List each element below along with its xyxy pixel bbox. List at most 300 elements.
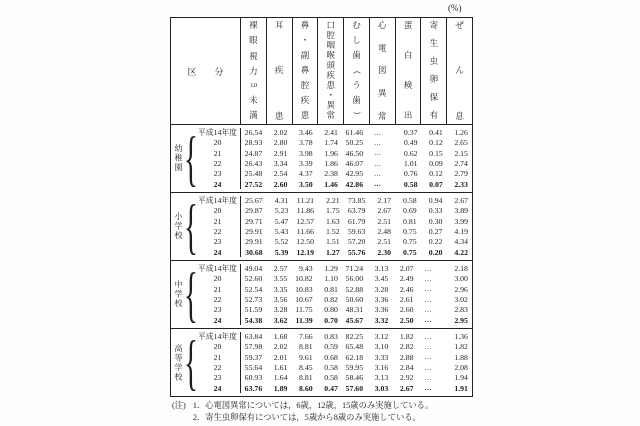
value-cell: 0.81 (324, 284, 338, 294)
school-section (171, 192, 472, 260)
value-cell: 26.54 (244, 128, 263, 138)
value-cell: 0.75 (403, 247, 417, 257)
column-header (241, 18, 267, 124)
value-cell: 11.66 (296, 227, 315, 237)
value-cell: 3.16 (374, 363, 389, 373)
value-cell: 8.45 (299, 363, 313, 373)
value-cell: 2.41 (324, 128, 338, 138)
value-cell: 52.73 (244, 295, 263, 305)
value-cell: 2.88 (399, 352, 414, 362)
value-cell: 3.03 (374, 383, 389, 393)
value-cell: 28.93 (244, 138, 263, 148)
year-cell: 23 (195, 305, 241, 315)
value-cell: … (424, 384, 432, 393)
header-char: 虫 (429, 56, 439, 67)
value-cell: 8.60 (299, 383, 313, 393)
value-cell: 1.64 (273, 373, 288, 383)
section-rows (195, 193, 472, 260)
year-cell: 20 (195, 274, 241, 284)
header-char: 異 (326, 100, 335, 111)
value-cell: … (424, 285, 432, 294)
value-cell: 59.63 (347, 227, 366, 237)
header-char: 保 (429, 92, 439, 103)
value-cell: 0.49 (403, 138, 418, 148)
value-cell: 2.02 (273, 128, 288, 138)
table-row (195, 148, 472, 158)
header-char: 満 (249, 110, 258, 121)
year-cell: 平成14年度 (195, 196, 241, 206)
value-cell: … (424, 264, 432, 273)
header-char: 患 (326, 80, 335, 91)
value-cell: 0.22 (428, 237, 443, 247)
value-cell: 62.18 (345, 352, 364, 362)
header-char: 口 (326, 20, 335, 30)
value-cell: 42.86 (345, 179, 364, 189)
value-cell: 60.93 (244, 373, 263, 383)
table-body (171, 125, 472, 396)
year-cell: 21 (195, 352, 241, 362)
value-cell: 0.12 (429, 169, 443, 179)
table-row (195, 226, 472, 236)
value-cell: 3.13 (374, 373, 389, 383)
section-label: 中学校 (174, 280, 183, 309)
footnotes (172, 400, 433, 423)
value-cell: 3.00 (454, 274, 468, 284)
table-row (195, 332, 472, 342)
value-cell: 1.46 (324, 179, 338, 189)
value-cell: 1.94 (454, 373, 468, 383)
value-cell: 9.61 (299, 352, 313, 362)
value-cell: 26.43 (244, 159, 263, 169)
table-row (195, 274, 472, 284)
header-char: 息 (455, 110, 464, 121)
value-cell: 25.48 (244, 169, 263, 179)
value-cell: 1.82 (399, 332, 414, 342)
header-char: 咽 (326, 40, 335, 51)
value-cell: 61.46 (345, 128, 364, 138)
value-cell: 24.87 (244, 148, 263, 158)
value-cell: 1.86 (324, 159, 338, 169)
value-cell: 2.54 (273, 169, 288, 179)
value-cell: 82.25 (345, 332, 364, 342)
header-columns (241, 18, 472, 124)
value-cell: 50.60 (345, 295, 364, 305)
value-cell: 54.38 (244, 315, 263, 325)
header-char: 患 (300, 110, 310, 121)
section-rows (195, 125, 472, 192)
value-cell: 8.81 (299, 373, 313, 383)
table-row (195, 315, 472, 325)
value-cell: 0.20 (428, 247, 443, 257)
section-label: 高等学校 (174, 343, 183, 382)
value-cell: 2.48 (377, 227, 392, 237)
value-cell: 1.26 (454, 128, 468, 138)
value-cell: 11.39 (295, 315, 313, 325)
value-cell: 0.70 (324, 315, 338, 325)
value-cell: 0.81 (403, 216, 417, 226)
header-char: 腔 (300, 80, 310, 91)
value-cell: 57.60 (345, 383, 364, 393)
header-char: 常 (378, 110, 387, 121)
year-cell: 24 (195, 383, 241, 393)
value-cell: 0.58 (403, 196, 417, 206)
table-row (195, 138, 472, 148)
value-cell: 12.50 (296, 237, 315, 247)
value-cell: 52.60 (244, 274, 263, 284)
value-cell: 5.52 (274, 237, 289, 247)
header-char: 1.0 (250, 81, 257, 89)
unit-label: (%) (448, 3, 462, 13)
table-row (195, 169, 472, 179)
header-char: 疾 (326, 70, 335, 81)
value-cell: 0.75 (403, 227, 417, 237)
value-cell: 55.64 (244, 363, 263, 373)
value-cell: 0.75 (403, 237, 417, 247)
value-cell: 10.83 (295, 284, 313, 294)
year-cell: 24 (195, 179, 241, 189)
header-char: ・ (326, 90, 335, 101)
value-cell: 0.41 (429, 128, 443, 138)
header-char: 疾 (274, 65, 284, 76)
header-char: 卵 (429, 74, 439, 85)
header-char: 寄 (429, 20, 439, 30)
value-cell: 2.01 (273, 352, 288, 362)
value-cell: 4.37 (299, 169, 313, 179)
value-cell: 29.87 (245, 206, 263, 216)
value-cell: 2.92 (399, 373, 414, 383)
value-cell: 1.01 (403, 159, 418, 169)
value-cell: 2.57 (273, 264, 288, 274)
value-cell: 57.20 (347, 237, 366, 247)
header-char: （ (351, 66, 362, 75)
value-cell: 2.61 (399, 295, 414, 305)
header-char: 歯 (352, 95, 361, 106)
year-cell: 平成14年度 (195, 264, 241, 274)
value-cell: 1.68 (273, 332, 288, 342)
value-cell: 1.36 (454, 332, 468, 342)
year-cell: 23 (195, 169, 241, 179)
value-cell: 2.38 (324, 169, 338, 179)
value-cell: … (424, 332, 432, 341)
value-cell: 2.60 (399, 305, 414, 315)
table-row (195, 128, 472, 138)
value-cell: 2.95 (454, 315, 468, 325)
table-row (195, 362, 472, 372)
value-cell: 0.83 (324, 332, 338, 342)
header-char: 耳 (274, 20, 284, 30)
value-cell: 12.19 (296, 247, 315, 257)
value-cell: 71.24 (345, 264, 364, 274)
value-cell: 3.45 (374, 274, 389, 284)
value-cell: 1.89 (273, 383, 288, 393)
value-cell: 1.61 (273, 363, 288, 373)
value-cell: 2.67 (377, 206, 392, 216)
value-cell: 0.59 (324, 342, 338, 352)
table-row (195, 237, 472, 247)
section-rows (195, 261, 472, 328)
value-cell: 2.83 (454, 305, 468, 315)
school-section (171, 328, 472, 396)
value-cell: 65.48 (345, 342, 364, 352)
value-cell: 58.46 (345, 373, 364, 383)
value-cell: 0.76 (403, 169, 418, 179)
table-row (195, 158, 472, 168)
value-cell: 1.52 (326, 227, 340, 237)
value-cell: 2.30 (377, 247, 392, 257)
table-row (195, 179, 472, 189)
table-row (195, 247, 472, 257)
value-cell: 0.82 (324, 295, 338, 305)
value-cell: 48.31 (345, 305, 364, 315)
year-cell: 21 (195, 148, 241, 158)
header-char: 検 (403, 80, 413, 91)
value-cell: 0.47 (324, 383, 338, 393)
header-char: 鼻 (300, 20, 310, 30)
value-cell: 12.57 (296, 216, 315, 226)
header-char: 図 (378, 65, 387, 76)
value-cell: 3.28 (374, 284, 389, 294)
header-char: 未 (249, 95, 258, 106)
value-cell: … (424, 373, 432, 382)
table-row (195, 264, 472, 274)
section-brace-decoration: { (183, 123, 198, 193)
value-cell: 2.67 (399, 383, 414, 393)
column-header (370, 18, 396, 124)
year-cell: 21 (195, 216, 241, 226)
value-cell: 3.98 (299, 148, 313, 158)
footnote-2: 2．寄生虫卵保有については，5歳から8歳のみ実施している。 (192, 412, 421, 422)
value-cell: 5.47 (274, 216, 289, 226)
value-cell: 3.50 (299, 179, 313, 189)
value-cell: 8.81 (299, 342, 313, 352)
value-cell: 0.80 (324, 305, 338, 315)
value-cell: 3.36 (374, 295, 389, 305)
header-char: ぜ (455, 20, 464, 30)
value-cell: … (424, 342, 432, 351)
value-cell: 61.79 (347, 216, 366, 226)
header-char: 蛋 (403, 20, 413, 30)
header-char: 副 (300, 50, 310, 61)
value-cell: 0.33 (428, 206, 443, 216)
table-row (195, 294, 472, 304)
year-cell: 20 (195, 342, 241, 352)
header-char: 裸 (249, 20, 258, 30)
year-cell: 20 (195, 138, 241, 148)
value-cell: 1.96 (324, 148, 338, 158)
value-cell: 11.86 (296, 206, 315, 216)
value-cell: 3.99 (454, 216, 469, 226)
table-row (195, 305, 472, 315)
value-cell: 0.27 (428, 227, 443, 237)
value-cell: 11.75 (295, 305, 313, 315)
header-char: 白 (403, 50, 413, 61)
value-cell: 2.50 (399, 315, 414, 325)
section-brace-decoration: { (183, 327, 198, 397)
header-char: 頭 (326, 60, 335, 71)
value-cell: 11.21 (296, 196, 315, 206)
value-cell: 0.62 (403, 148, 418, 158)
value-cell: 0.68 (324, 352, 338, 362)
value-cell: 45.67 (345, 315, 364, 325)
header-char: 有 (429, 110, 439, 121)
value-cell: 3.13 (374, 264, 389, 274)
value-cell: 2.74 (454, 159, 468, 169)
value-cell: 4.22 (454, 247, 469, 257)
value-cell: 0.09 (429, 159, 443, 169)
year-cell: 平成14年度 (195, 128, 241, 138)
value-cell: … (424, 353, 432, 362)
value-cell: 51.59 (244, 305, 263, 315)
value-cell: 10.67 (295, 295, 313, 305)
value-cell: 2.82 (399, 342, 414, 352)
value-cell: 3.36 (374, 305, 389, 315)
value-cell: 0.94 (428, 196, 443, 206)
school-section (171, 125, 472, 192)
section-label: 幼稚園 (174, 144, 183, 173)
value-cell: 2.84 (399, 363, 414, 373)
table-row (195, 352, 472, 362)
value-cell: 3.56 (273, 295, 288, 305)
year-cell: 24 (195, 315, 241, 325)
value-cell: 59.95 (345, 363, 364, 373)
value-cell: 0.58 (324, 373, 338, 383)
value-cell: 63.84 (244, 332, 263, 342)
header-char: ） (351, 111, 362, 120)
value-cell: 49.04 (244, 264, 263, 274)
value-cell: 3.55 (273, 274, 288, 284)
value-cell: 1.75 (326, 206, 340, 216)
value-cell: 2.79 (454, 169, 468, 179)
table-row (195, 196, 472, 206)
table-row (195, 284, 472, 294)
value-cell: 2.33 (454, 179, 468, 189)
health-statistics-table (170, 17, 473, 397)
value-cell: 56.00 (345, 274, 364, 284)
year-cell: 23 (195, 237, 241, 247)
header-char: し (352, 35, 361, 46)
table-row (195, 206, 472, 216)
value-cell: 3.02 (454, 295, 468, 305)
value-cell: … (373, 138, 382, 147)
value-cell: 2.18 (454, 264, 468, 274)
header-char: 腔 (326, 30, 335, 41)
year-cell: 23 (195, 373, 241, 383)
value-cell: 0.15 (429, 148, 443, 158)
value-cell: 2.15 (454, 148, 468, 158)
value-cell: 0.30 (428, 216, 443, 226)
value-cell: 52.54 (244, 284, 263, 294)
value-cell: 2.46 (399, 284, 414, 294)
header-char: 常 (326, 110, 335, 121)
value-cell: 0.07 (429, 179, 443, 189)
value-cell: … (373, 149, 382, 158)
value-cell: 3.28 (273, 305, 288, 315)
value-cell: 1.91 (454, 383, 468, 393)
value-cell: 30.68 (245, 247, 263, 257)
value-cell: 0.69 (403, 206, 417, 216)
value-cell: 3.10 (374, 342, 389, 352)
value-cell: 3.34 (273, 159, 288, 169)
year-cell: 21 (195, 284, 241, 294)
value-cell: 1.29 (324, 264, 338, 274)
value-cell: 29.71 (245, 216, 263, 226)
category-header-cell: 区 分 (171, 18, 241, 124)
value-cell: 29.91 (245, 237, 263, 247)
value-cell: 46.50 (345, 148, 364, 158)
value-cell: 59.37 (244, 352, 263, 362)
value-cell: 4.19 (454, 227, 469, 237)
header-char: 患 (274, 110, 284, 121)
value-cell: 2.51 (377, 237, 392, 247)
value-cell: 2.08 (454, 363, 468, 373)
value-cell: 3.12 (374, 332, 389, 342)
year-cell: 平成14年度 (195, 332, 241, 342)
value-cell: 2.21 (326, 196, 340, 206)
value-cell: 2.91 (273, 148, 288, 158)
section-rows (195, 329, 472, 396)
value-cell: … (373, 159, 382, 168)
value-cell: 73.85 (347, 196, 366, 206)
value-cell: 27.52 (244, 179, 263, 189)
value-cell: … (424, 363, 432, 372)
column-header (396, 18, 422, 124)
value-cell: 4.34 (454, 237, 469, 247)
header-char: 視 (249, 50, 258, 61)
header-char: 歯 (352, 50, 361, 61)
value-cell: 1.51 (326, 237, 340, 247)
value-cell: … (373, 180, 382, 189)
value-cell: 3.32 (374, 315, 389, 325)
value-cell: 3.62 (273, 315, 288, 325)
value-cell: 63.79 (347, 206, 366, 216)
value-cell: 46.07 (345, 159, 364, 169)
value-cell: 2.02 (273, 342, 288, 352)
value-cell: 4.31 (274, 196, 289, 206)
column-header (447, 18, 472, 124)
value-cell: 0.12 (429, 138, 443, 148)
value-cell: 2.65 (454, 138, 468, 148)
school-section (171, 260, 472, 328)
header-char: ん (455, 65, 464, 76)
value-cell: 2.80 (273, 138, 288, 148)
header-char: 眼 (249, 35, 258, 46)
value-cell: 5.23 (274, 206, 289, 216)
section-brace-decoration: { (183, 191, 198, 261)
footnote-label: (注) (172, 401, 186, 410)
year-cell: 22 (195, 362, 241, 372)
footnote-lines (193, 400, 433, 423)
value-cell: 2.17 (377, 196, 392, 206)
value-cell: 63.76 (244, 383, 263, 393)
value-cell: 2.07 (399, 264, 414, 274)
table-row (195, 342, 472, 352)
value-cell: 3.39 (299, 159, 313, 169)
year-cell: 22 (195, 226, 241, 236)
column-header (344, 18, 370, 124)
value-cell: … (424, 305, 432, 314)
section-label: 小学校 (174, 212, 183, 241)
value-cell: … (424, 295, 432, 304)
header-char: 心 (378, 20, 387, 30)
value-cell: 0.58 (324, 363, 338, 373)
value-cell: 2.67 (454, 196, 469, 206)
year-cell: 24 (195, 247, 241, 257)
value-cell: 3.35 (273, 284, 288, 294)
value-cell: 42.95 (345, 169, 364, 179)
value-cell: 1.63 (326, 216, 340, 226)
header-char: 生 (429, 38, 439, 49)
header-char: 出 (403, 110, 413, 121)
